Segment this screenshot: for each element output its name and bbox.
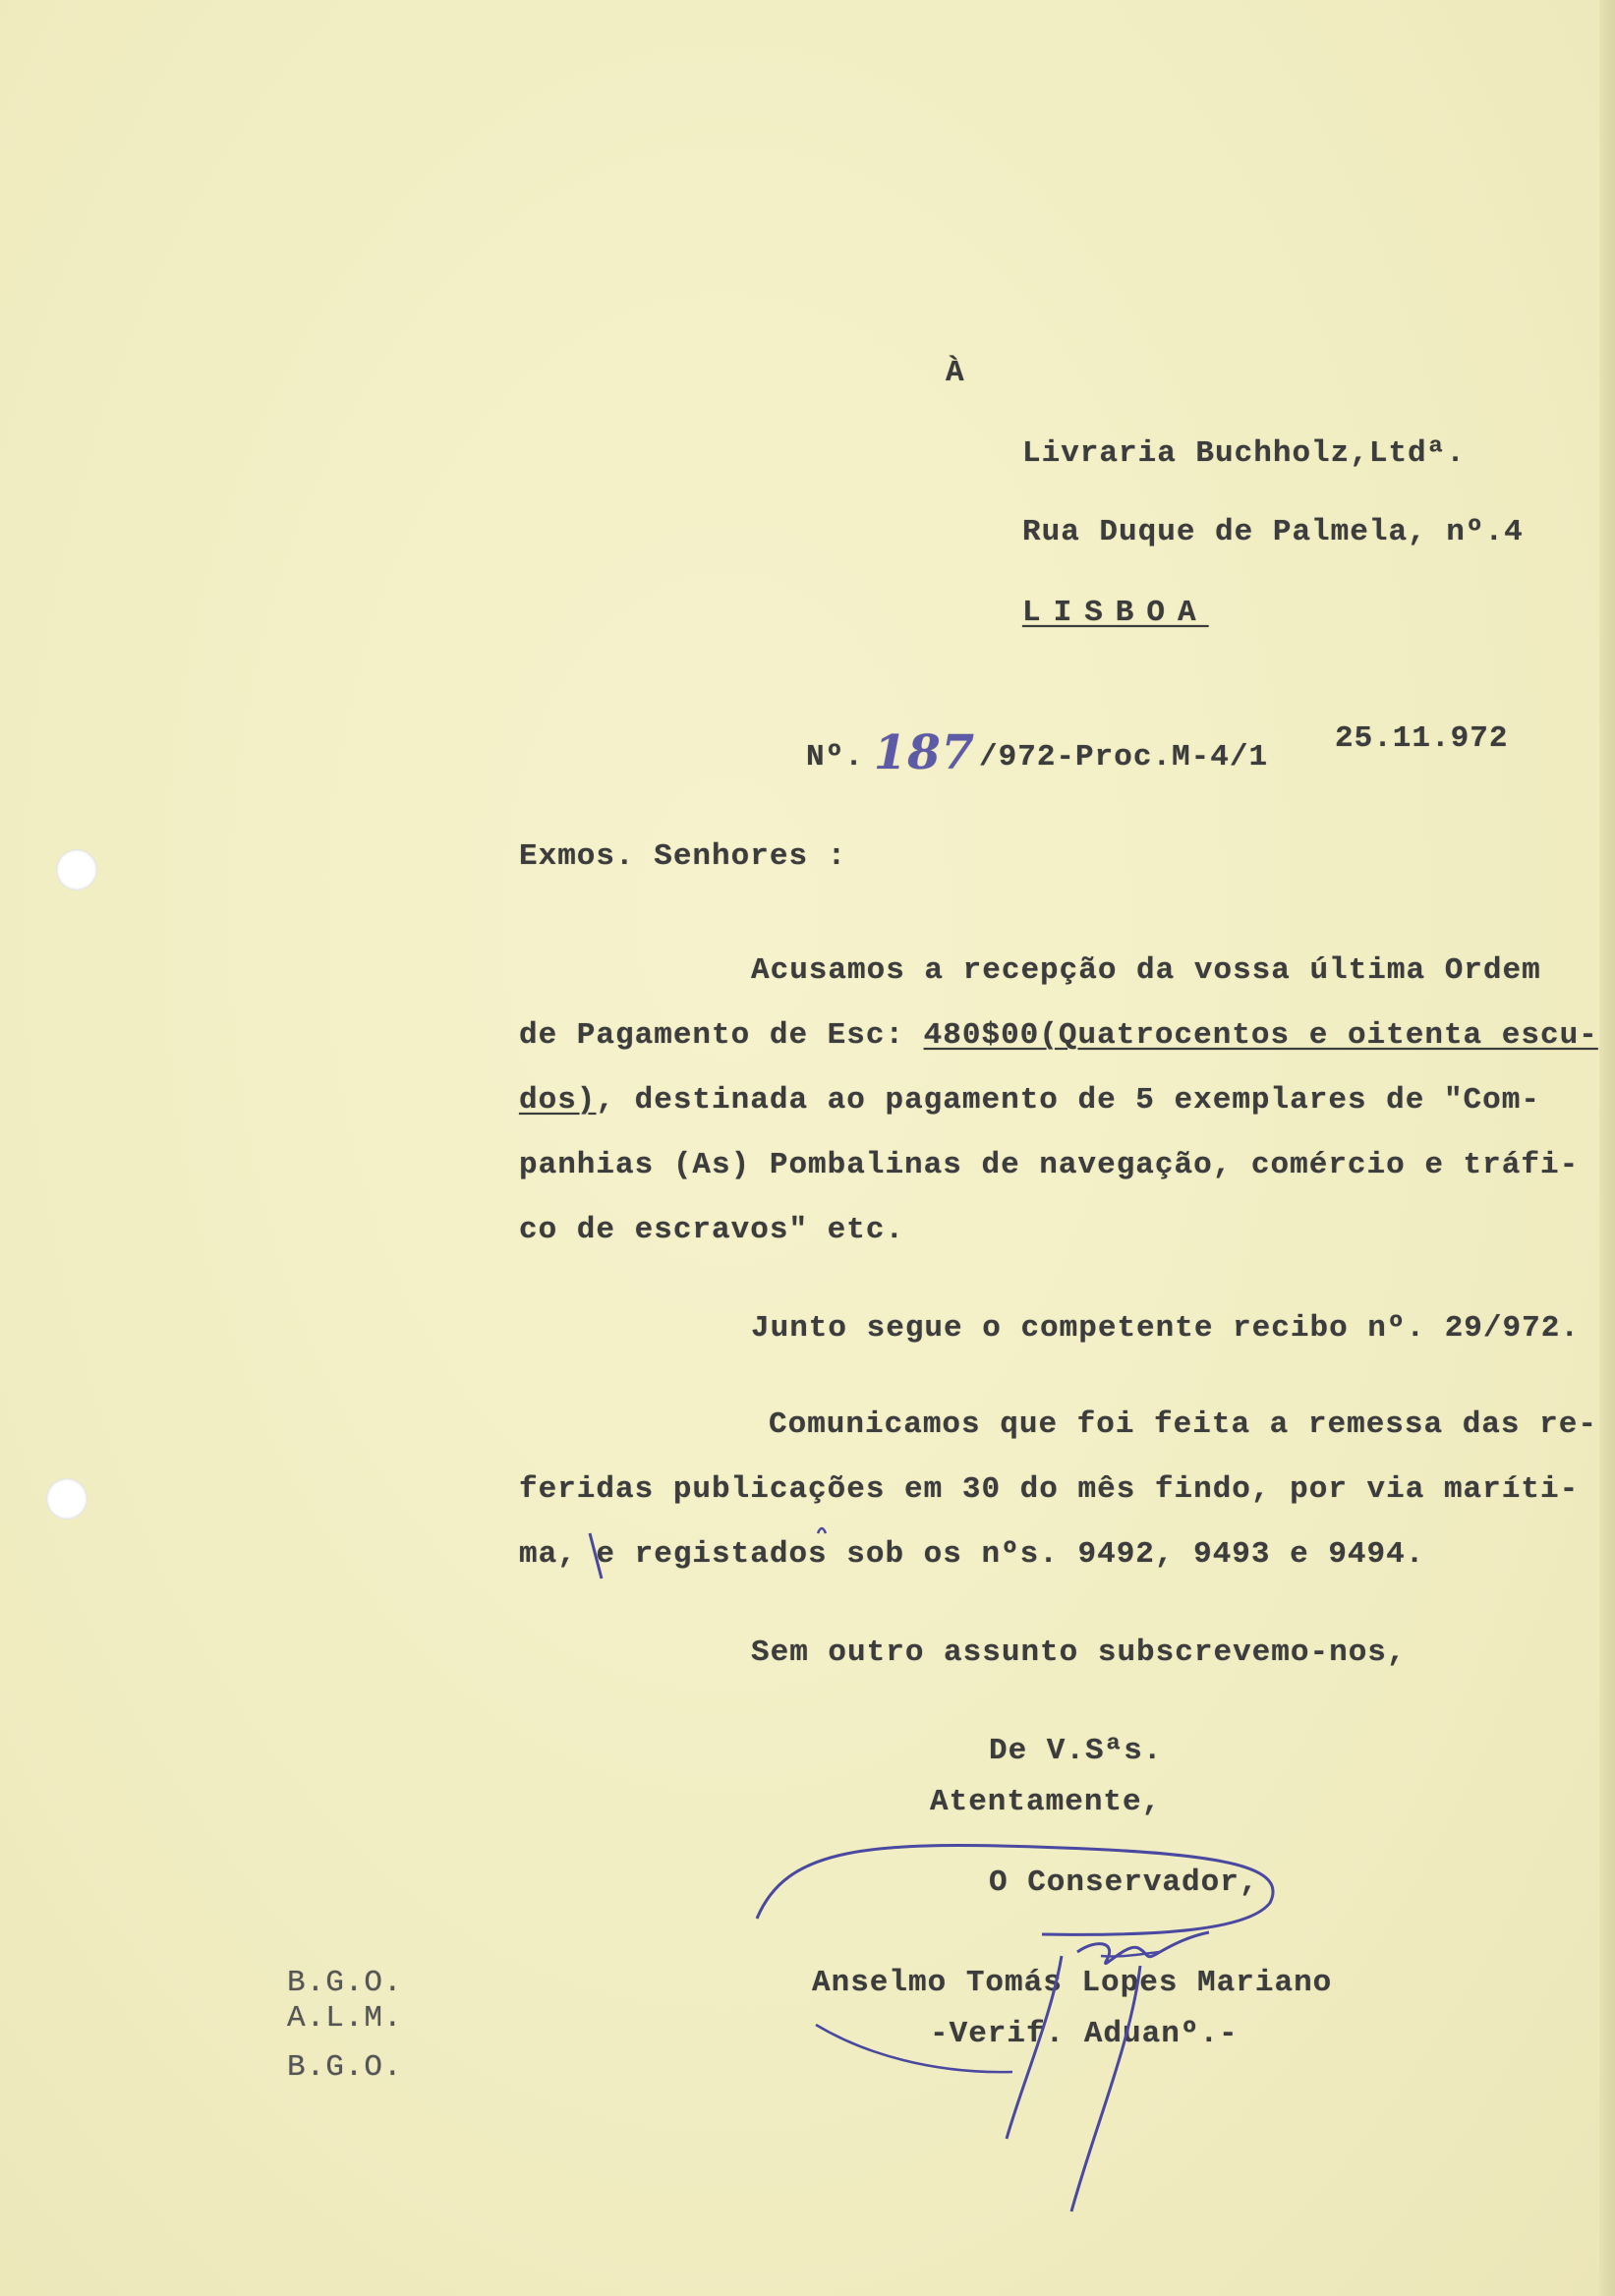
closing-title: -Verif. Aduanº.- — [930, 2017, 1239, 2051]
body-p3-line1: Comunicamos que foi feita a remessa das re- — [769, 1407, 1597, 1442]
recipient-street: Rua Duque de Palmela, nº.4 — [1022, 515, 1524, 549]
initials-2: A.L.M. — [287, 2001, 403, 2036]
reference-prefix: Nº. — [806, 740, 864, 775]
body-p4: Sem outro assunto subscrevemo-nos, — [751, 1636, 1407, 1670]
signature-scribble — [1077, 1932, 1209, 1964]
salutation: Exmos. Senhores : — [519, 839, 847, 874]
body-p3-line3: ma, e registados sob os nºs. 9492, 9493 e 9494. — [519, 1537, 1425, 1572]
body-p1-line4: panhias (As) Pombalinas de navegação, comércio e tráfi- — [519, 1148, 1580, 1182]
recipient-name: Livraria Buchholz,Ltdª. — [1022, 436, 1466, 471]
closing-line1: De V.Sªs. — [989, 1734, 1163, 1768]
body-p2: Junto segue o competente recibo nº. 29/972. — [751, 1311, 1580, 1346]
recipient-city: LISBOA — [1022, 596, 1209, 630]
correction-mark-2 — [818, 1528, 826, 1533]
initials-3: B.G.O. — [287, 2050, 403, 2085]
signature-stroke-2 — [1071, 1966, 1140, 2211]
closing-role: O Conservador, — [989, 1866, 1259, 1900]
punch-hole-top — [56, 849, 97, 890]
body-p1-line1: Acusamos a recepção da vossa última Ordem — [751, 953, 1541, 988]
body-p3-line2: feridas publicações em 30 do mês findo, por via maríti- — [519, 1472, 1580, 1507]
body-p1-line5: co de escravos" etc. — [519, 1213, 905, 1247]
body-p1-line3-text: , destinada ao pagamento de 5 exemplares de "Com- — [596, 1083, 1540, 1118]
body-p1-line3 — [519, 1083, 1540, 1118]
reference-handwritten-number: 187 — [873, 725, 976, 780]
signature-underline — [1101, 1952, 1160, 1957]
closing-signatory: Anselmo Tomás Lopes Mariano — [812, 1966, 1333, 2000]
preposition: À — [946, 356, 965, 390]
initials-1: B.G.O. — [287, 1966, 403, 2000]
reference-suffix: /972-Proc.M-4/1 — [979, 740, 1269, 775]
closing-line2: Atentamente, — [930, 1785, 1162, 1819]
punch-hole-bottom — [46, 1478, 87, 1520]
body-p1-line2 — [519, 1018, 1598, 1053]
reference-line — [806, 721, 1269, 780]
paper-edge — [1599, 0, 1615, 2296]
body-p1-line2-text: de Pagamento de Esc: — [519, 1018, 924, 1053]
body-p1-amount-end: dos) — [519, 1083, 597, 1118]
body-p1-amount: 480$00(Quatrocentos e oitenta escu- — [923, 1018, 1598, 1053]
reference-date: 25.11.972 — [1335, 721, 1509, 756]
